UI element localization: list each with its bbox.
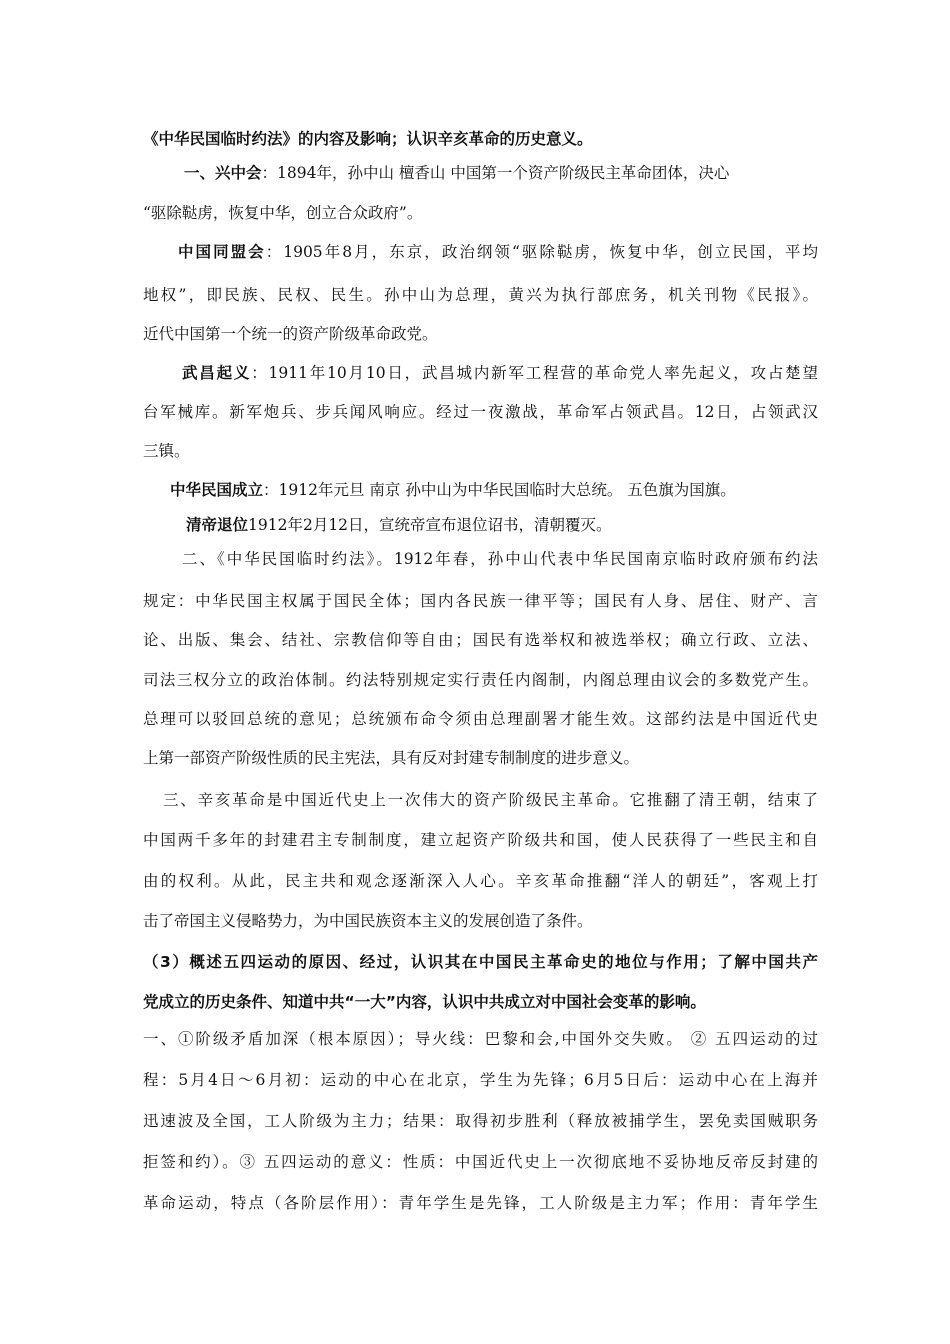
paragraph-line (143, 1193, 818, 1215)
paragraph-text: 一、①阶级矛盾加深（根本原因）；导火线：巴黎和会,中国外交失败。 ② 五四运动的过 (143, 1030, 818, 1048)
paragraph-line (143, 1111, 818, 1133)
paragraph-line (182, 363, 818, 385)
paragraph-line (143, 709, 818, 731)
paragraph-line (143, 1029, 818, 1051)
paragraph-text: 三镇。 (143, 442, 190, 460)
paragraph-line (143, 1152, 818, 1174)
paragraph-line (143, 1070, 818, 1092)
paragraph-line (143, 203, 818, 225)
paragraph-line (143, 830, 818, 852)
heading-text: 《中华民国临时约法》的内容及影响；认识辛亥革命的历史意义。 (143, 130, 593, 148)
paragraph-text: 中国两千多年的封建君主专制制度，建立起资产阶级共和国，使人民获得了一些民主和自 (143, 831, 818, 849)
paragraph-text: 近代中国第一个统一的资产阶级革命政党。 (143, 325, 438, 343)
section-heading (143, 992, 818, 1014)
paragraph-line (163, 790, 818, 812)
paragraph-line (143, 670, 818, 692)
paragraph-line (143, 402, 818, 424)
heading-text: 党成立的历史条件、知道中共“一大”内容，认识中共成立对中国社会变革的影响。 (143, 993, 706, 1011)
paragraph-line (143, 871, 818, 893)
paragraph-text: 迅速波及全国，工人阶级为主力；结果：取得初步胜利（释放被捕学生，罢免卖国贼职务 (143, 1112, 818, 1130)
term-label: 清帝退位 (186, 516, 249, 534)
paragraph-text: 拒签和约）。③ 五四运动的意义：性质：中国近代史上一次彻底地不妥协地反帝反封建的 (143, 1153, 818, 1171)
paragraph-line (143, 441, 818, 463)
paragraph-text: 规定：中华民国主权属于国民全体；国内各民族一律平等；国民有人身、居住、财产、言 (143, 592, 818, 610)
section-heading (143, 129, 818, 151)
paragraph-line (170, 480, 810, 502)
section-heading (143, 952, 818, 974)
paragraph-line (143, 911, 818, 933)
paragraph-text: 程：5月4日～6月初：运动的中心在北京，学生为先锋；6月5日后：运动中心在上海并 (143, 1071, 818, 1089)
paragraph-text: ：1911年10月10日，武昌城内新军工程营的革命党人率先起义，攻占楚望 (251, 364, 818, 382)
paragraph-line (182, 549, 818, 571)
term-label: 中华民国成立 (170, 481, 264, 499)
paragraph-text: 论、出版、集会、结社、宗教信仰等自由；国民有选举权和被选举权；确立行政、立法、 (143, 631, 818, 649)
paragraph-text: 台军械库。新军炮兵、步兵闻风响应。经过一夜激战，革命军占领武昌。12日，占领武汉 (143, 403, 818, 421)
heading-text: （3）概述五四运动的原因、经过，认识其在中国民主革命史的地位与作用；了解中国共产 (143, 953, 818, 971)
paragraph-line (143, 591, 818, 613)
term-label: 武昌起义 (182, 364, 252, 382)
paragraph-line (143, 324, 818, 346)
paragraph-text: 1912年2月12日，宣统帝宣布退位诏书，清朝覆灭。 (248, 516, 612, 534)
paragraph-text: ：1894年，孙中山 檀香山 中国第一个资产阶级民主革命团体，决心 (261, 164, 730, 182)
paragraph-text: 三、辛亥革命是中国近代史上一次伟大的资产阶级民主革命。它推翻了清王朝，结束了 (163, 791, 818, 809)
paragraph-line (178, 242, 818, 264)
paragraph-text: 革命运动，特点（各阶层作用）：青年学生是先锋，工人阶级是主力军；作用：青年学生 (143, 1194, 818, 1212)
term-label: 中国同盟会 (178, 243, 266, 261)
paragraph-line (184, 163, 814, 185)
paragraph-text: ：1905年8月，东京，政治纲领“驱除鞑虏，恢复中华，创立民国，平均 (265, 243, 818, 261)
paragraph-line (186, 515, 806, 537)
paragraph-text: 由的权利。从此，民主共和观念逐渐深入人心。辛亥革命推翻“洋人的朝廷”，客观上打 (143, 872, 818, 890)
paragraph-line (143, 630, 818, 652)
paragraph-text: ：1912年元旦 南京 孙中山为中华民国临时大总统。 五色旗为国旗。 (263, 481, 736, 499)
paragraph-line (143, 748, 818, 770)
paragraph-text: 二、《中华民国临时约法》。1912年春，孙中山代表中华民国南京临时政府颁布约法 (182, 550, 818, 568)
paragraph-text: 总理可以驳回总统的意见；总统颁布命令须由总理副署才能生效。这部约法是中国近代史 (143, 710, 818, 728)
term-label: 一、兴中会 (184, 164, 262, 182)
paragraph-text: “驱除鞑虏，恢复中华，创立合众政府”。 (143, 204, 423, 222)
paragraph-text: 地权”，即民族、民权、民生。孙中山为总理，黄兴为执行部庶务，机关刊物《民报》。 (143, 286, 818, 304)
paragraph-text: 司法三权分立的政治体制。约法特别规定实行责任内阁制，内阁总理由议会的多数党产生。 (143, 671, 818, 689)
paragraph-text: 击了帝国主义侵略势力，为中国民族资本主义的发展创造了条件。 (143, 912, 593, 930)
paragraph-line (143, 285, 818, 307)
paragraph-text: 上第一部资产阶级性质的民主宪法，具有反对封建专制制度的进步意义。 (143, 749, 640, 767)
